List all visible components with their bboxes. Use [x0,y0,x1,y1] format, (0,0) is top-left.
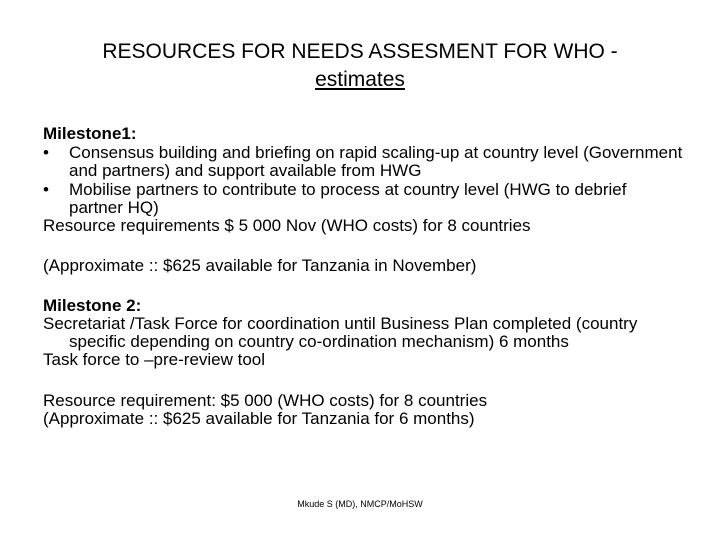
milestone1-bullet-1 [43,144,683,180]
milestone2-task-force: Task force to –pre-review tool [43,350,266,369]
milestone2-approximate: (Approximate :: $625 available for Tanzania for 6 months) [43,409,475,428]
bullet-icon: • [43,143,49,162]
milestone1-approximate: (Approximate :: $625 available for Tanzania in November) [43,256,477,275]
bullet-icon: • [43,180,49,199]
milestone2-heading: Milestone 2: [43,296,142,315]
milestone2-resources: Resource requirement: $5 000 (WHO costs) for 8 countries [43,391,488,410]
milestone1-heading: Milestone1: [43,124,137,143]
slide-footer: Mkude S (MD), NMCP/MoHSW [297,499,423,509]
slide-title [40,38,680,94]
title-line-1: RESOURCES FOR NEEDS ASSESMENT FOR WHO - [102,40,618,63]
title-line-2: estimates [315,68,405,91]
milestone1-bullet-1-text: Consensus building and briefing on rapid scaling-up at country level (Government and partners) and support available from HWG [69,143,683,180]
slide-body [43,125,683,428]
milestone1-bullet-2-text: Mobilise partners to contribute to process at country level (HWG to debrief partner HQ) [69,180,627,217]
milestone1-bullet-2 [43,181,683,217]
milestone1-resources: Resource requirements $ 5 000 Nov (WHO costs) for 8 countries [43,216,531,235]
milestone2-secretariat: Secretariat /Task Force for coordination until Business Plan completed (country specific depending on country co-ordination mechanism) 6 months [43,314,638,351]
